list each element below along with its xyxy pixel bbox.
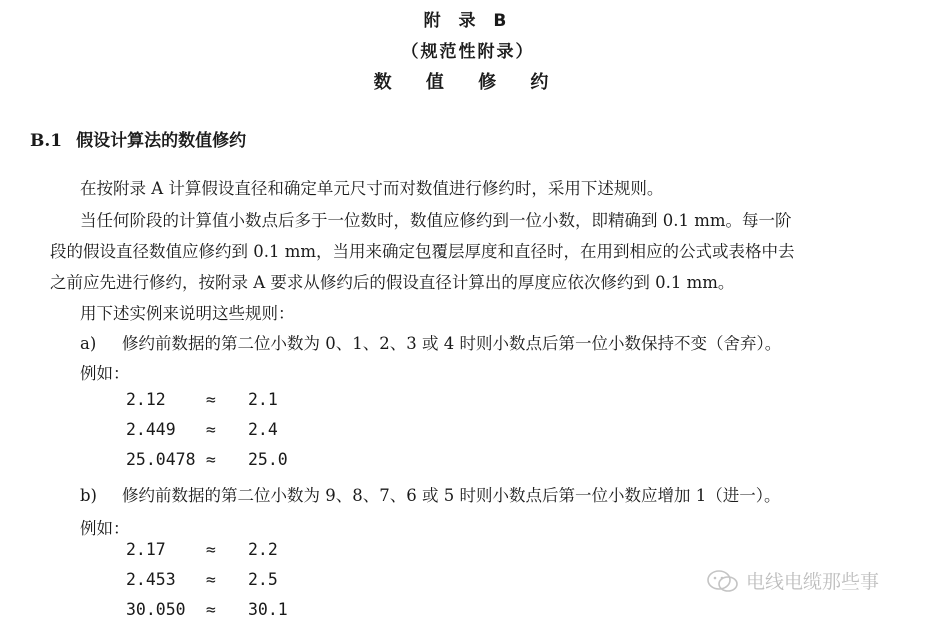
page-title: 数 值 修 约: [373, 72, 563, 93]
approx-symbol: ≈: [206, 540, 216, 559]
value-before: 2.12: [126, 390, 166, 409]
paragraph-intro: 在按附录 A 计算假设直径和确定单元尺寸而对数值进行修约时，采用下述规则。: [80, 179, 664, 198]
value-after: 2.4: [248, 420, 278, 439]
approx-symbol: ≈: [206, 450, 216, 469]
approx-symbol: ≈: [206, 600, 216, 619]
value-before: 30.050: [126, 600, 186, 619]
value-after: 2.1: [248, 390, 278, 409]
section-heading: [30, 126, 246, 151]
section-number: B.1: [30, 131, 63, 151]
example-label-a: 例如：: [80, 364, 130, 383]
rule-a-text: 修约前数据的第二位小数为 0、1、2、3 或 4 时则小数点后第一位小数保持不变（舍弃）。: [122, 334, 782, 353]
value-after: 30.1: [248, 600, 288, 619]
rule-b-marker: b): [80, 486, 97, 505]
paragraph-rule-line: 之前应先进行修约，按附录 A 要求从修约后的假设直径计算出的厚度应依次修约到 0.1 mm。: [50, 273, 735, 292]
approx-symbol: ≈: [206, 570, 216, 589]
rule-a-marker: a): [80, 334, 97, 353]
watermark-text: 电线电缆那些事: [746, 571, 880, 593]
value-before: 2.449: [126, 420, 176, 439]
paragraph-rule-line: 段的假设直径数值应修约到 0.1 mm，当用来确定包覆层厚度和直径时，在用到相应的公式或表格中去: [50, 242, 795, 261]
appendix-heading: 附 录 B: [423, 11, 513, 31]
value-before: 2.453: [126, 570, 176, 589]
section-title: 假设计算法的数值修约: [76, 131, 247, 151]
appendix-type-note: （规范性附录）: [401, 42, 535, 62]
watermark: [706, 567, 879, 598]
rule-b-text: 修约前数据的第二位小数为 9、8、7、6 或 5 时则小数点后第一位小数应增加 1（进一）。: [122, 486, 781, 505]
value-before: 2.17: [126, 540, 166, 559]
value-after: 2.2: [248, 540, 278, 559]
rule-a: [80, 330, 781, 354]
approx-symbol: ≈: [206, 390, 216, 409]
example-label-b: 例如：: [80, 519, 130, 538]
value-after: 25.0: [248, 450, 288, 469]
approx-symbol: ≈: [206, 420, 216, 439]
value-after: 2.5: [248, 570, 278, 589]
value-before: 25.0478: [126, 450, 196, 469]
rule-b: [80, 482, 780, 506]
wechat-icon: [706, 569, 740, 598]
paragraph-examples-intro: 用下述实例来说明这些规则：: [80, 304, 295, 323]
paragraph-rule-line: 当任何阶段的计算值小数点后多于一位数时，数值应修约到一位小数，即精确到 0.1 mm。每一阶: [80, 211, 792, 230]
